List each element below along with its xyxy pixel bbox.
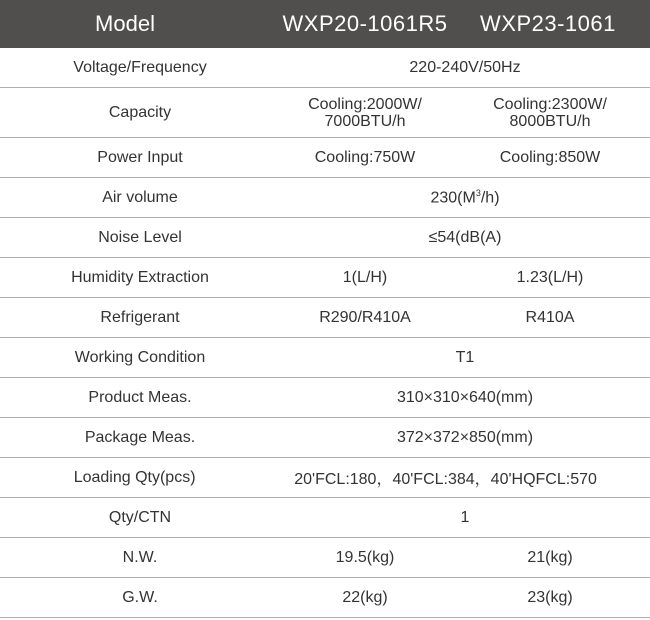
row-value: 372×372×850(mm) <box>396 428 534 446</box>
row-label: Package Meas. <box>84 428 196 446</box>
row-value <box>280 188 650 207</box>
humidity-model-2: 1.23(L/H) <box>516 268 584 286</box>
header-model-2: WXP23-1061 <box>480 11 616 36</box>
row-noise-level <box>0 218 650 258</box>
refrigerant-model-1: R290/R410A <box>319 308 411 326</box>
capacity-model-1 <box>280 96 450 130</box>
row-label: Air volume <box>102 188 178 206</box>
header-model-1: WXP20-1061R5 <box>282 11 448 36</box>
row-label: Voltage/Frequency <box>73 58 207 76</box>
row-label: G.W. <box>122 588 158 606</box>
row-loading-qty <box>0 458 650 498</box>
gw-model-1: 22(kg) <box>342 588 388 606</box>
row-label: Working Condition <box>74 348 206 366</box>
row-label: Power Input <box>97 148 183 166</box>
row-label: Product Meas. <box>88 388 192 406</box>
row-product-meas <box>0 378 650 418</box>
row-label: N.W. <box>122 548 158 566</box>
row-capacity <box>0 88 650 138</box>
table-header <box>0 0 650 48</box>
row-power-input <box>0 138 650 178</box>
row-refrigerant <box>0 298 650 338</box>
row-label: Noise Level <box>98 228 182 246</box>
power-model-1: Cooling:750W <box>314 148 416 166</box>
row-net-weight <box>0 538 650 578</box>
row-value: 220-240V/50Hz <box>409 58 521 76</box>
row-value: 1 <box>460 508 470 526</box>
row-value: T1 <box>455 348 475 366</box>
row-working-condition <box>0 338 650 378</box>
row-label: Capacity <box>108 103 172 121</box>
refrigerant-model-2: R410A <box>525 308 575 326</box>
row-gross-weight <box>0 578 650 618</box>
air-volume-superscript: 3 <box>475 187 481 198</box>
row-humidity-extraction <box>0 258 650 298</box>
power-model-2: Cooling:850W <box>499 148 601 166</box>
row-air-volume <box>0 178 650 218</box>
row-qty-ctn <box>0 498 650 538</box>
gw-model-2: 23(kg) <box>527 588 573 606</box>
header-model-label: Model <box>95 11 155 36</box>
row-label: Qty/CTN <box>108 508 172 526</box>
capacity-model-2-line-1: Cooling:2300W/ <box>493 95 607 113</box>
row-value: ≤54(dB(A) <box>428 228 502 246</box>
capacity-model-1-line-2: 7000BTU/h <box>324 112 406 130</box>
row-value: 20'FCL:180，40'FCL:384，40'HQFCL:570 <box>294 471 597 488</box>
capacity-model-2 <box>450 96 650 130</box>
row-voltage <box>0 48 650 88</box>
nw-model-1: 19.5(kg) <box>335 548 395 566</box>
capacity-model-2-line-2: 8000BTU/h <box>509 112 591 130</box>
capacity-model-1-line-1: Cooling:2000W/ <box>308 95 422 113</box>
air-volume-prefix: 230(M <box>430 189 476 207</box>
nw-model-2: 21(kg) <box>527 548 573 566</box>
humidity-model-1: 1(L/H) <box>342 268 388 286</box>
row-label: Humidity Extraction <box>71 268 209 286</box>
row-label: Refrigerant <box>100 308 180 326</box>
air-volume-suffix: /h) <box>480 189 500 207</box>
row-label: Loading Qty(pcs) <box>73 468 196 486</box>
row-package-meas <box>0 418 650 458</box>
row-value: 310×310×640(mm) <box>396 388 534 406</box>
